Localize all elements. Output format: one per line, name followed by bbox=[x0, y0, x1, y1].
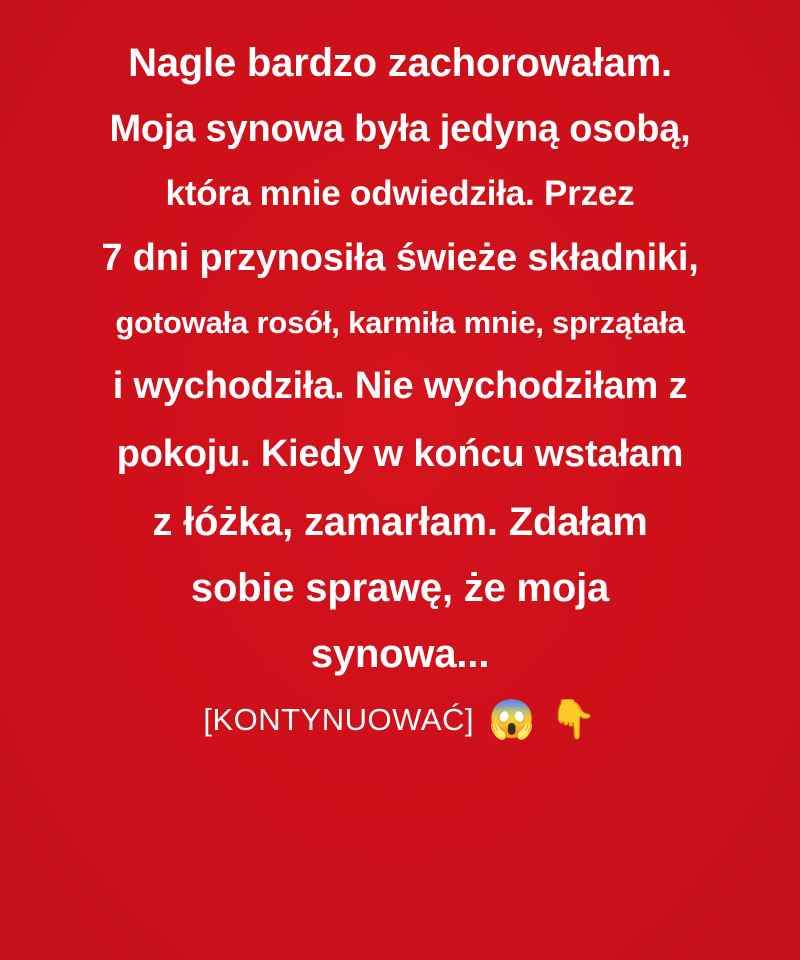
story-line-9: sobie sprawę, że moja bbox=[190, 565, 610, 610]
story-line-6: i wychodziła. Nie wychodziłam z bbox=[112, 365, 688, 408]
continue-cta[interactable] bbox=[18, 698, 782, 741]
story-line-2: Moja synowa była jedyną osobą, bbox=[109, 108, 691, 150]
story-line-8: z łóżka, zamarłam. Zdałam bbox=[152, 499, 648, 544]
story-line-10: synowa... bbox=[310, 631, 490, 676]
point-down-icon: 👇 bbox=[549, 698, 597, 741]
story-line-7: pokoju. Kiedy w końcu wstałam bbox=[116, 432, 684, 475]
screaming-face-icon: 😱 bbox=[487, 698, 536, 741]
story-line-3: która mnie odwiedziła. Przez bbox=[165, 173, 635, 213]
story-line-4: 7 dni przynosiła świeże składniki, bbox=[101, 236, 699, 279]
continue-label[interactable]: [KONTYNUOWAĆ] bbox=[203, 701, 474, 737]
story-line-5: gotowała rosół, karmiła mnie, sprzątała bbox=[115, 304, 685, 340]
story-line-1: Nagle bardzo zachorowałam. bbox=[128, 41, 672, 85]
